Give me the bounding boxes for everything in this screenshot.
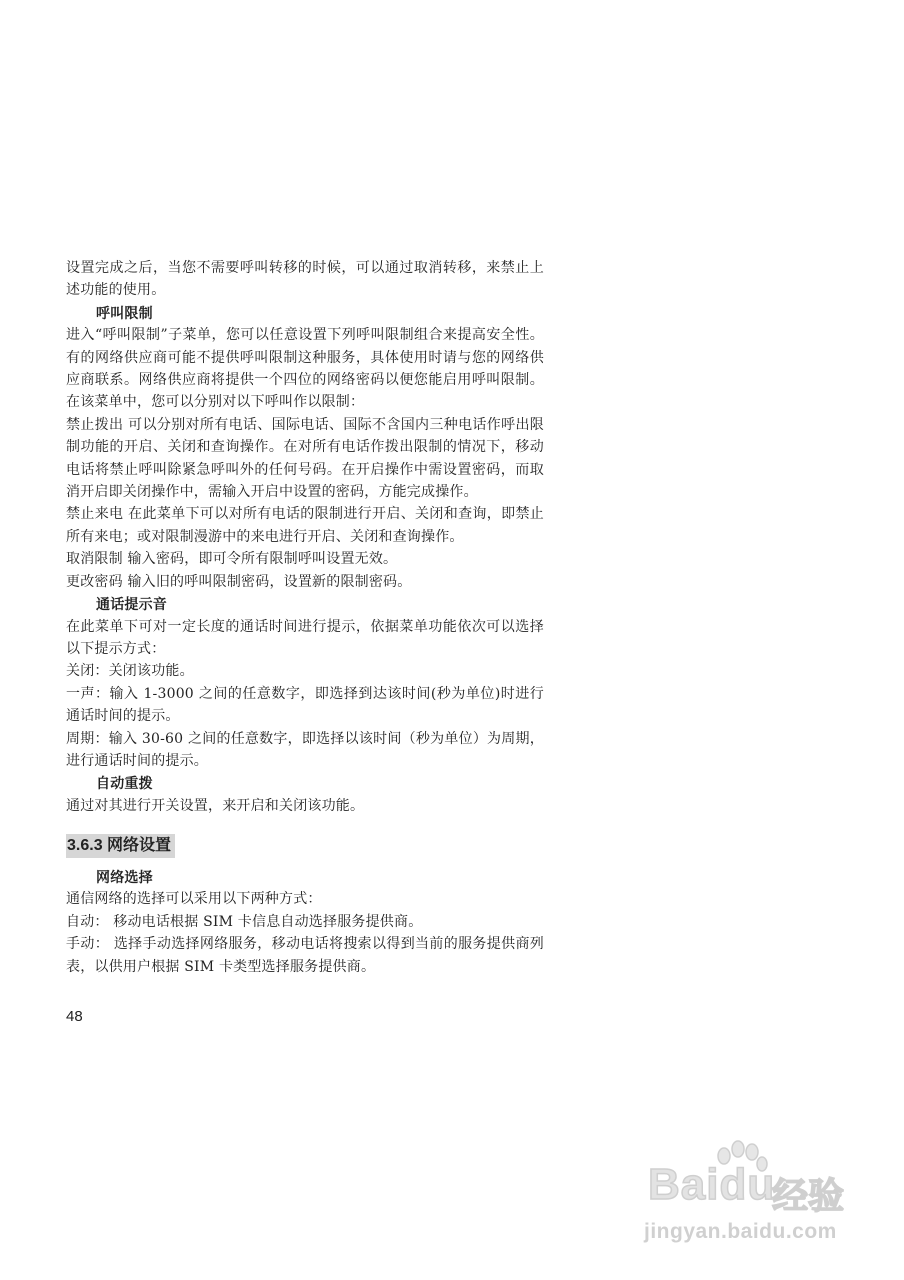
paragraph: 取消限制 输入密码，即可令所有限制呼叫设置无效。 [66,551,398,568]
watermark-cn-text: 经验 [772,1176,845,1217]
paragraph: 禁止来电 在此菜单下可以对所有电话的限制进行开启、关闭和查询，即禁止所有来电；或对限制漫游中的来电进行开启、关闭和查询操作。 [66,506,544,545]
paragraph: 通信网络的选择可以采用以下两种方式： [66,891,322,908]
paragraph: 进入“呼叫限制”子菜单，您可以任意设置下列呼叫限制组合来提高安全性。有的网络供应商可能不提供呼叫限制这种服务，具体使用时请与您的网络供应商联系。网络供应商将提供一个四位的网络密码以便您能启用呼叫限制。在该菜单中，您可以分别对以下呼叫作以限制： [66,327,544,411]
section-title: 3.6.3 网络设置 [66,834,175,858]
paragraph: 周期：输入 30-60 之间的任意数字，即选择以该时间（秒为单位）为周期，进行通话时间的提示。 [66,730,544,769]
paragraph: 关闭：关闭该功能。 [66,663,194,680]
baidu-jingyan-watermark [640,1140,870,1260]
watermark-logo-text: Baidu [648,1160,776,1209]
subheading-call-barring: 呼叫限制 [96,304,153,321]
paragraph: 设置完成之后，当您不需要呼叫转移的时候，可以通过取消转移，来禁止上述功能的使用。 [66,260,544,299]
subheading-call-tone: 通话提示音 [96,596,167,613]
body-text-block-network [66,866,544,978]
paragraph: 手动： 选择手动选择网络服务，移动电话将搜索以得到当前的服务提供商列表，以供用户根据 SIM 卡类型选择服务提供商。 [66,936,544,975]
page-number: 48 [66,1008,83,1025]
subheading-auto-redial: 自动重拨 [96,775,153,792]
subheading-network-select: 网络选择 [96,869,153,885]
body-text-block [66,257,544,817]
paragraph: 在此菜单下可对一定长度的通话时间进行提示，依据菜单功能依次可以选择以下提示方式： [66,618,544,657]
paragraph: 禁止拨出 可以分别对所有电话、国际电话、国际不含国内三种电话作呼出限制功能的开启、关闭和查询操作。在对所有电话作拨出限制的情况下，移动电话将禁止呼叫除紧急呼叫外的任何号码。在开启操作中需设置密码，而取消开启即关闭操作中，需输入开启中设置的密码，方能完成操作。 [66,416,544,501]
paragraph: 自动： 移动电话根据 SIM 卡信息自动选择服务提供商。 [66,913,423,930]
paragraph: 通过对其进行开关设置，来开启和关闭该功能。 [66,797,365,814]
paragraph: 一声：输入 1-3000 之间的任意数字，即选择到达该时间(秒为单位)时进行通话时间的提示。 [66,685,544,725]
watermark-url: jingyan.baidu.com [644,1220,837,1243]
paragraph: 更改密码 输入旧的呼叫限制密码，设置新的限制密码。 [66,573,412,590]
